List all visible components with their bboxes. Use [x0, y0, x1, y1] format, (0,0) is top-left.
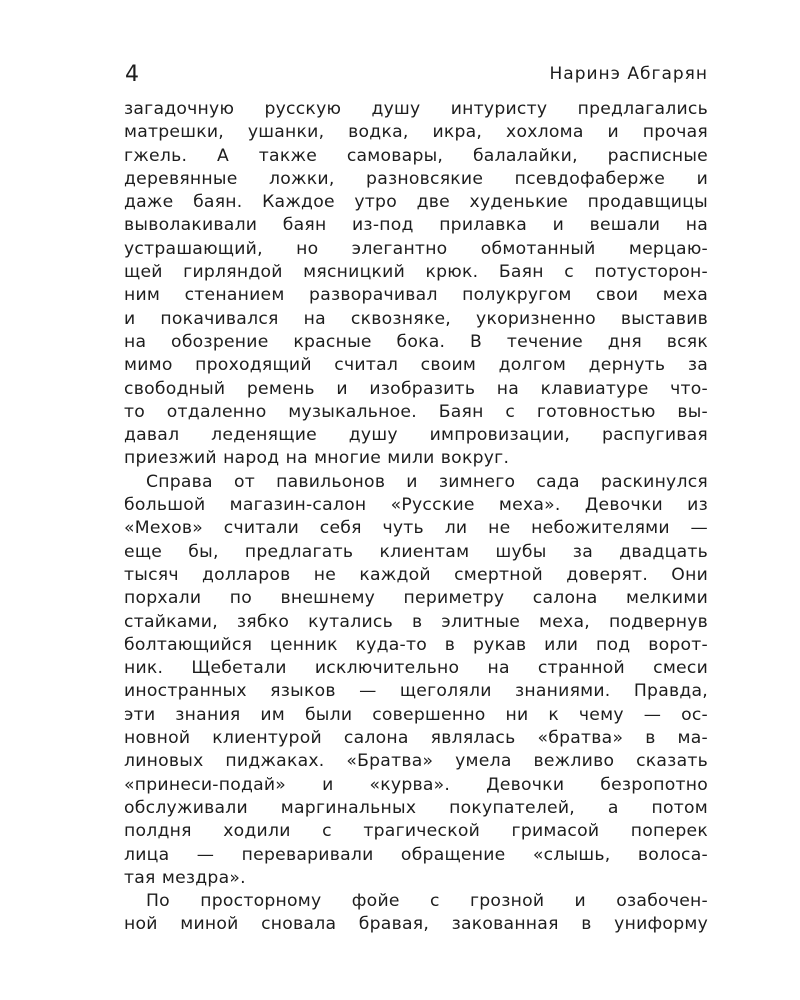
text-line: большой магазин-салон «Русские меха». Девочки из: [124, 495, 708, 516]
paragraph: [124, 471, 708, 890]
text-line: загадочную русскую душу интуристу предлагались: [124, 99, 708, 119]
text-line: обслуживали маргинальных покупателей, а потом: [124, 797, 708, 818]
text-line: новной клиентурой салона являлась «братва» в ма-: [124, 728, 708, 749]
text-line: ной миной сновала бравая, закованная в униформу: [124, 914, 708, 935]
text-line: эти знания им были совершенно ни к чему — ос-: [124, 704, 708, 725]
text-line: даже баян. Каждое утро две худенькие продавщицы: [124, 192, 708, 213]
text-line: устрашающий, но элегантно обмотанный мерцаю-: [124, 238, 708, 259]
text-line: ним стенанием разворачивал полукругом свои меха: [124, 285, 708, 306]
text-line: приезжий народ на многие мили вокруг.: [124, 448, 510, 469]
text-line: болтающийся ценник куда-то в рукав или под ворот-: [124, 634, 708, 655]
paragraph: [124, 98, 708, 471]
text-line: лица — переваривали обращение «слышь, волоса-: [124, 844, 708, 865]
text-line: мимо проходящий считал своим долгом дернуть за: [124, 355, 708, 376]
text-line: тысяч долларов не каждой смертной доверят. Они: [124, 564, 708, 585]
text-line: Справа от павильонов и зимнего сада раскинулся: [146, 471, 708, 492]
text-line: стайками, зябко кутались в элитные меха, подвернув: [124, 611, 708, 632]
text-line: ник. Щебетали исключительно на странной смеси: [124, 658, 708, 679]
text-line: порхали по внешнему периметру салона мелкими: [124, 588, 708, 609]
text-line: иностранных языков — щеголяли знаниями. Правда,: [124, 681, 708, 702]
text-line: «Мехов» считали себя чуть ли не небожителями —: [124, 518, 708, 539]
text-line: давал леденящие душу импровизации, распугивая: [124, 425, 708, 446]
text-line: еще бы, предлагать клиентам шубы за двадцать: [124, 541, 708, 562]
text-line: тая мездра».: [124, 867, 246, 888]
text-line: выволакивали баян из-под прилавка и вешали на: [124, 215, 708, 236]
text-line: и покачивался на сквозняке, укоризненно выставив: [124, 308, 708, 329]
text-line: линовых пиджаках. «Братва» умела вежливо сказать: [124, 751, 708, 772]
text-line: По просторному фойе с грозной и озабочен-: [146, 891, 708, 912]
text-line: матрешки, ушанки, водка, икра, хохлома и прочая: [124, 122, 708, 143]
text-line: полдня ходили с трагической гримасой поперек: [124, 821, 708, 842]
text-line: то отдаленно музыкальное. Баян с готовностью вы-: [124, 401, 708, 422]
text-line: свободный ремень и изобразить на клавиатуре что-: [124, 378, 708, 399]
text-line: щей гирляндой мясницкий крюк. Баян с потусторон-: [124, 262, 708, 283]
text-line: «принеси-подай» и «курва». Девочки безропотно: [124, 774, 708, 795]
page-number: 4: [125, 62, 140, 87]
text-line: гжель. А также самовары, балалайки, расписные: [124, 145, 708, 166]
running-head-author: Наринэ Абгарян: [549, 64, 708, 84]
paragraph: [124, 890, 708, 937]
text-line: деревянные ложки, разновсякие псевдофаберже и: [124, 168, 708, 189]
text-line: на обозрение красные бока. В течение дня всяк: [124, 331, 708, 352]
body-text: [124, 98, 708, 937]
